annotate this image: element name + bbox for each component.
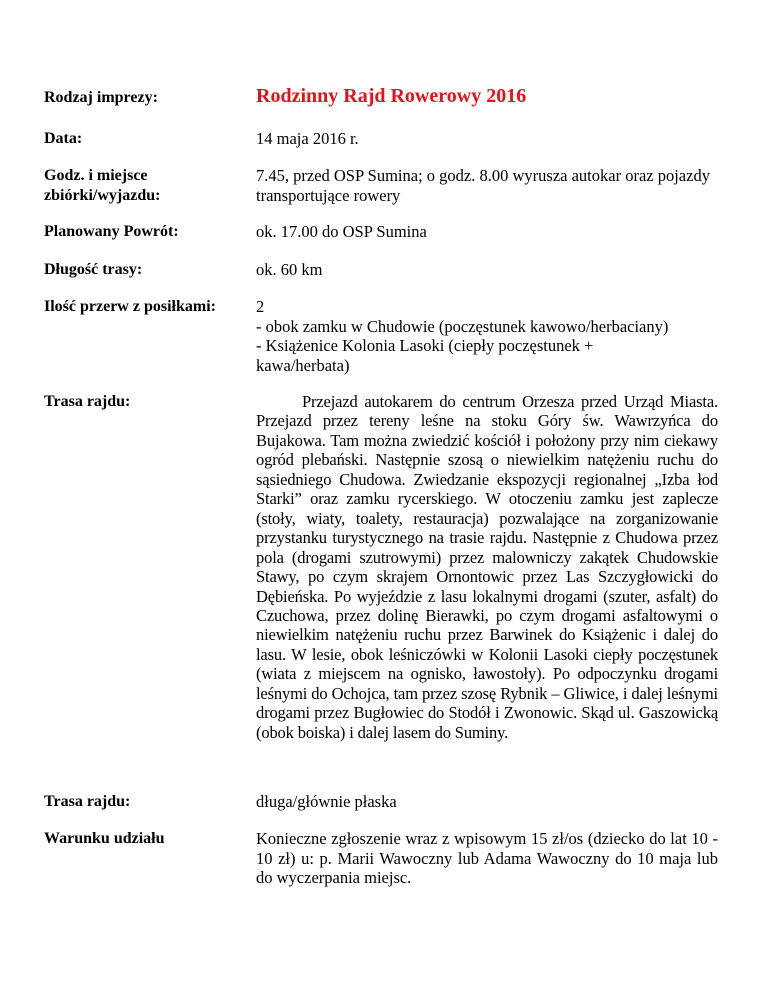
value-meeting: 7.45, przed OSP Sumina; o godz. 8.00 wyrusza autokar oraz pojazdy transportujące rowery <box>256 166 710 205</box>
value-distance: ok. 60 km <box>256 260 323 279</box>
label-event-type: Rodzaj imprezy: <box>44 89 158 106</box>
label-meeting <box>44 166 254 206</box>
value-conditions: Konieczne zgłoszenie wraz z wpisowym 15 zł/os (dziecko do lat 10 - 10 zł) u: p. Marii Wawoczny lub Adama Wawoczny do 10 maja lub do wyczerpania miejsc. <box>256 829 718 887</box>
value-breaks <box>256 297 718 375</box>
label-date: Data: <box>44 130 83 147</box>
value-route-type: długa/głównie płaska <box>256 792 397 811</box>
label-route-type: Trasa rajdu: <box>44 793 131 810</box>
breaks-item-2: - Książenice Kolonia Lasoki (ciepły poczęstunek + <box>256 336 594 355</box>
breaks-item-2-cont: kawa/herbata) <box>256 355 350 375</box>
label-return: Planowany Powrót: <box>44 223 179 240</box>
value-return: ok. 17.00 do OSP Sumina <box>256 222 427 241</box>
label-meeting-line-1: Godz. i miejsce <box>44 167 148 184</box>
value-date: 14 maja 2016 r. <box>256 129 359 148</box>
label-conditions: Warunku udziału <box>44 830 165 847</box>
breaks-count: 2 <box>256 297 265 316</box>
label-distance: Długość trasy: <box>44 261 143 278</box>
label-breaks: Ilość przerw z posiłkami: <box>44 298 216 315</box>
breaks-item-1: - obok zamku w Chudowie (poczęstunek kawowo/herbaciany) <box>256 316 669 336</box>
label-route: Trasa rajdu: <box>44 393 131 410</box>
label-meeting-line-2: zbiórki/wyjazdu: <box>44 187 161 204</box>
value-route-description: Przejazd autokarem do centrum Orzesza przed Urząd Miasta. Przejazd przez tereny leśne na stoku Góry św. Wawrzyńca do Bujakowa. Tam można zwiedzić kościół i położony przy nim ciekawy ogród plebański. Następnie szosą o niewielkim natężeniu ruchu do sąsiedniego Chudowa. Zwiedzanie ekspozycji regionalnej „Izba łod Starki” oraz zamku rycerskiego. W otoczeniu zamku jest zaplecze (stoły, wiaty, toalety, restauracja) pozwalające na zorganizowanie przystanku turystycznego na trasie rajdu. Następnie z Chudowa przez pola (drogami szutrowymi) przez malowniczy zakątek Chudowskie Stawy, po czym skrajem Ornontowic przez Las Szczygłowicki do Dębieńska. Po wyjeździe z lasu lokalnymi drogami (szuter, asfalt) do Czuchowa, przez dolinę Bierawki, po czym drogami asfaltowymi o niewielkim natężeniu ruchu przez Barwinek do Książenic i dalej do lasu. W lesie, obok leśniczówki w Kolonii Lasoki ciepły poczęstunek (wiata z miejscem na ognisko, ławostoły). Po odpoczynku drogami leśnymi do Ochojca, tam przez szosę Rybnik – Gliwice, i dalej leśnymi drogami przez Bugłowiec do Stodół i Zwonowic. Skąd ul. Gaszowicką (obok boiska) i dalej lasem do Suminy. <box>256 392 718 742</box>
event-title: Rodzinny Rajd Rowerowy 2016 <box>256 85 527 107</box>
